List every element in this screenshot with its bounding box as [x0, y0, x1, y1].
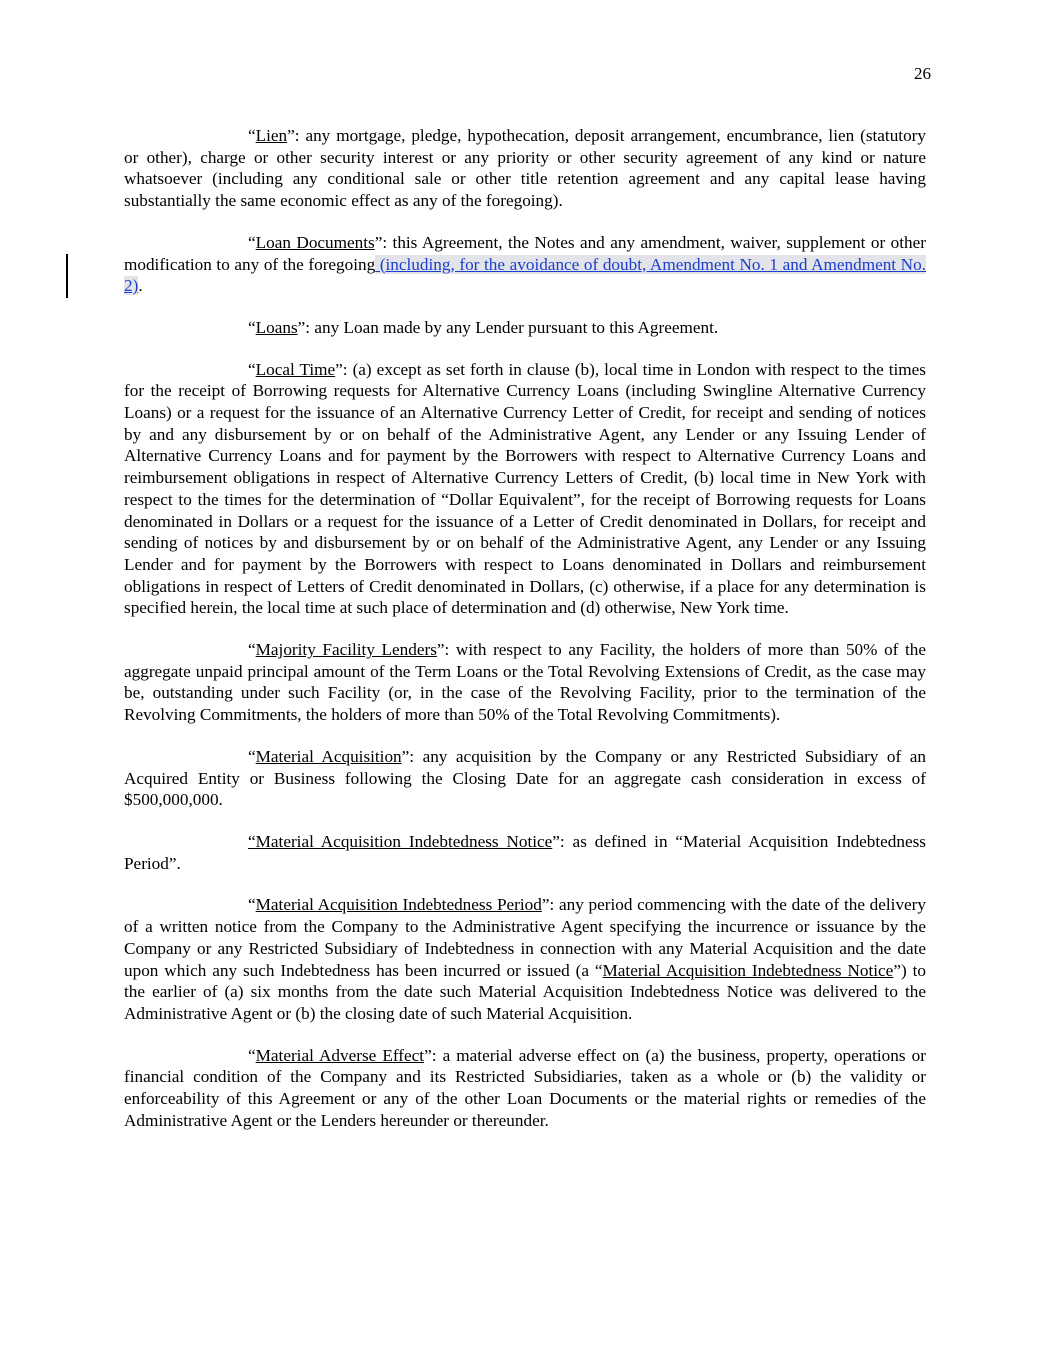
defined-term: Majority Facility Lenders: [255, 640, 437, 660]
definition-loan-documents: [124, 232, 926, 297]
defined-term: Lien: [255, 126, 288, 145]
defined-term: Loan Documents: [255, 232, 375, 252]
definition-text: ”: as defined in “Material Acquisition Indebtedness Period”.: [124, 831, 926, 873]
revision-change-bar: [66, 254, 68, 298]
definition-text: ”: this Agreement, the Notes and any amendment, waiver, supplement or other modification to any of the foregoing: [124, 232, 926, 274]
definition-material-adverse-effect: [124, 1045, 926, 1132]
definition-text: ”: any mortgage, pledge, hypothecation, deposit arrangement, encumbrance, lien (statutory or other), charge or other security interest or any priority or other security agreement of any kind or nature whatsoever (including any conditional sale or other title retention agreement and any capital lease having substantially the same economic effect as any of the foregoing).: [124, 126, 926, 211]
defined-term: Local Time: [255, 359, 336, 379]
open-quote: “: [248, 359, 256, 379]
defined-term: Material Adverse Effect: [255, 1045, 425, 1065]
definition-text: ”: a material adverse effect on (a) the business, property, operations or financial condition of the Company and its Restricted Subsidiaries, taken as a whole or (b) the validity or enforceability of this Agreement or any of the other Loan Documents or the material rights or remedies of the Administrative Agent or the Lenders hereunder or thereunder.: [124, 1045, 926, 1130]
open-quote: “: [248, 640, 256, 660]
definition-text: ”: with respect to any Facility, the holders of more than 50% of the aggregate unpaid principal amount of the Term Loans or the Total Revolving Extensions of Credit, as the case may be, outstanding under such Facility (or, in the case of the Revolving Facility, prior to the termination of the Revolving Commitments, the holders of more than 50% of the Total Revolving Commitments).: [124, 640, 926, 725]
definition-text: ”: (a) except as set forth in clause (b), local time in London with respect to the times for the receipt of Borrowing requests for Alternative Currency Loans (including Swingline Alternative Currency Loans) or a request for the issuance of an Alternative Currency Letter of Credit, for receipt and sending of notices by and any disbursement by or on behalf of the Administrative Agent, any Lender or any Issuing Lender of Alternative Currency Loans and for payment by the Borrowers with respect to Alternative Currency Loans and reimbursement obligations in respect of Alternative Currency Letters of Credit, (b) local time in New York with respect to the times for the determination of “Dollar Equivalent”, for the receipt of Borrowing requests for Loans denominated in Dollars or a request for the issuance of a Letter of Credit denominated in Dollars, for receipt and sending of notices by and disbursement by or on behalf of the Administrative Agent, any Lender or any Issuing Lender and for payment by the Borrowers with respect to Loans denominated in Dollars and reimbursement obligations in respect of Letters of Credit denominated in Dollars, (c) otherwise, if a place for any determination is specified herein, the local time at such place of determination and (d) otherwise, New York time.: [124, 359, 926, 618]
definition-material-acquisition: [124, 746, 926, 811]
definition-material-acquisition-indebtedness-period: [124, 894, 926, 1024]
definition-end: .: [138, 276, 143, 296]
open-quote: “: [248, 126, 256, 145]
defined-term: Material Acquisition: [255, 746, 402, 766]
open-quote: “: [248, 895, 256, 915]
document-body: [124, 125, 926, 1151]
open-quote: “: [248, 232, 256, 252]
open-quote: “: [248, 746, 256, 766]
page-number: 26: [914, 64, 931, 83]
defined-term: Loans: [255, 317, 298, 337]
definition-loans: [124, 317, 926, 339]
defined-term: Material Acquisition Indebtedness Period: [255, 895, 542, 915]
definition-lien: [124, 125, 926, 212]
definition-text-continued: ”) to the earlier of (a) six months from the date such Material Acquisition Indebtedness Notice was delivered to the Administrative Agent or (b) the closing date of such Material Acquisition.: [124, 960, 926, 1023]
definition-text: ”: any period commencing with the date of the delivery of a written notice from the Company to the Administrative Agent specifying the incurrence or issuance by the Company or any Restricted Subsidiary of Indebtedness in connection with any Material Acquisition and the date upon which any such Indebtedness has been incurred or issued (a “: [124, 895, 926, 980]
definition-text: ”: any Loan made by any Lender pursuant to this Agreement.: [297, 317, 719, 337]
definition-local-time: [124, 359, 926, 619]
defined-term: “Material Acquisition Indebtedness Notice: [248, 831, 553, 851]
definition-majority-facility-lenders: [124, 639, 926, 726]
definition-material-acquisition-indebtedness-notice: [124, 831, 926, 874]
definition-text: ”: any acquisition by the Company or any Restricted Subsidiary of an Acquired Entity or Business following the Closing Date for an aggregate cash consideration in excess of $500,000,000.: [124, 746, 927, 810]
tracked-insertion: (including, for the avoidance of doubt, Amendment No. 1 and Amendment No. 2): [124, 254, 926, 296]
inner-defined-term: Material Acquisition Indebtedness Notice: [602, 960, 894, 980]
open-quote: “: [248, 1045, 256, 1065]
open-quote: “: [248, 317, 256, 337]
